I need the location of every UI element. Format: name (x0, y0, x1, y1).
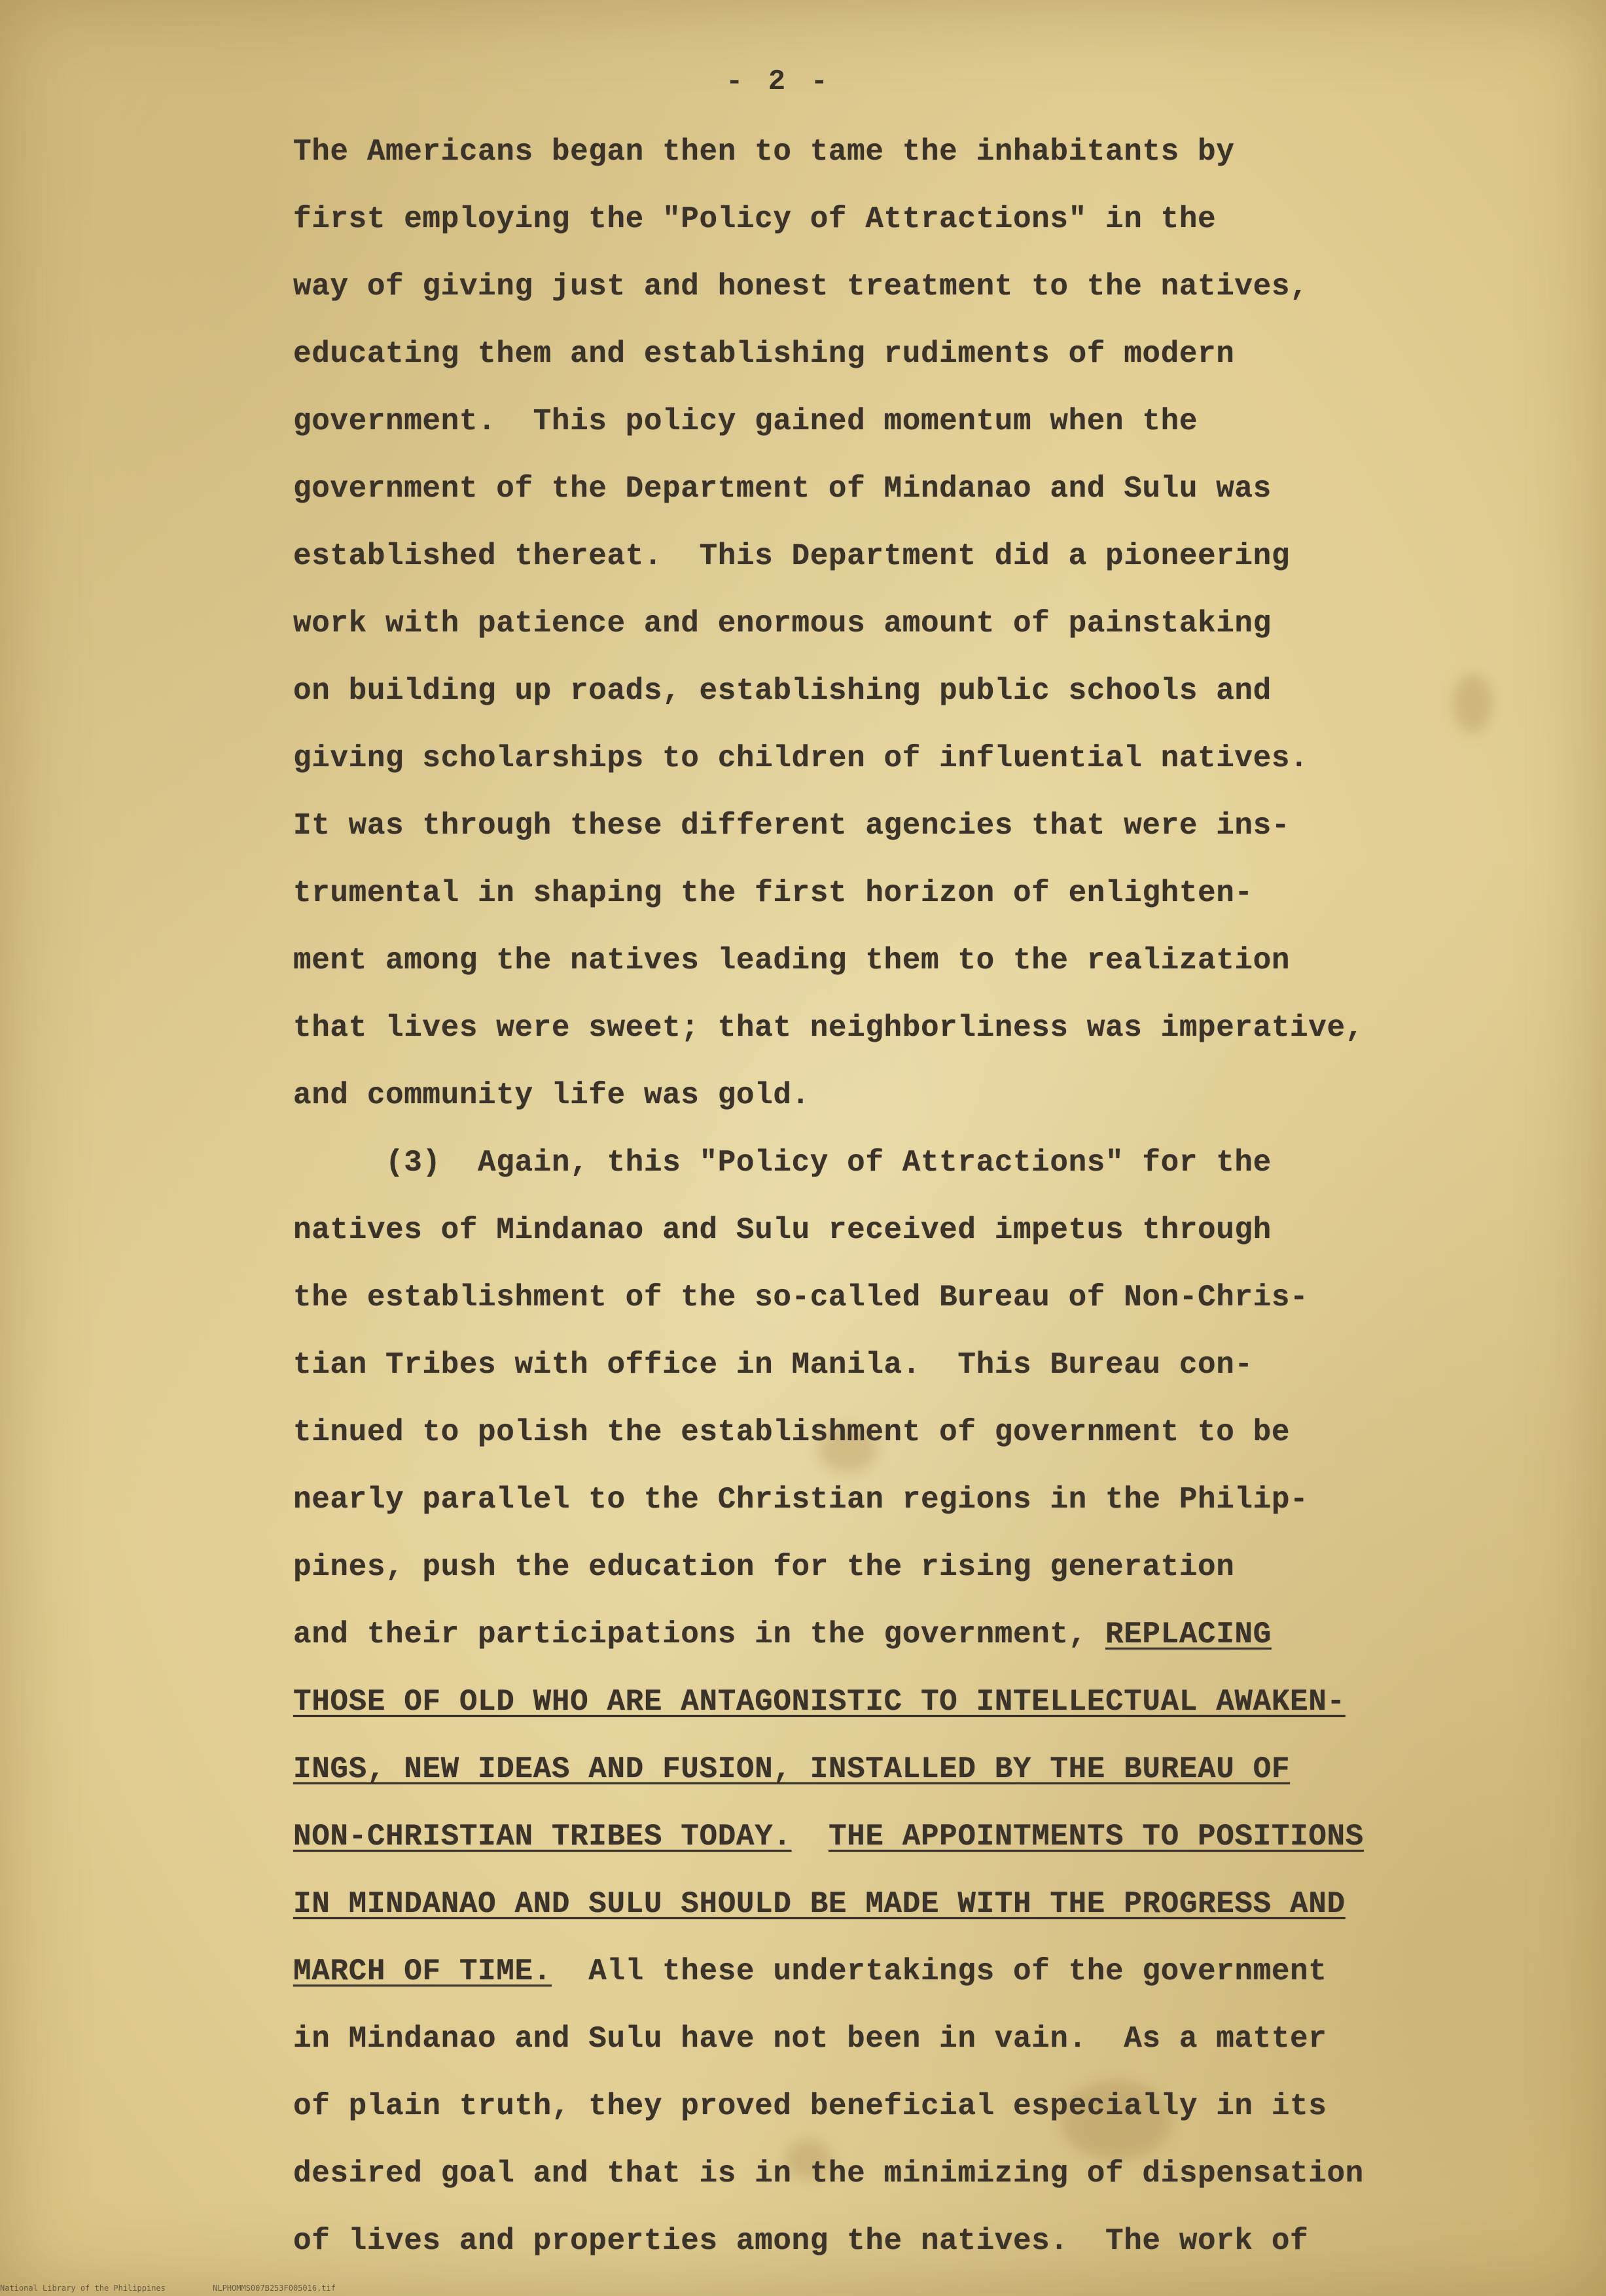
text-span (792, 1820, 829, 1854)
text-line: government. This policy gained momentum when the (293, 404, 1198, 438)
text-line: It was through these different agencies that were ins- (293, 809, 1291, 843)
text-line: The Americans began then to tame the inhabitants by (293, 135, 1235, 169)
scan-footer (0, 2284, 524, 2293)
underlined-text: IN MINDANAO AND SULU SHOULD BE MADE WITH THE PROGRESS AND (293, 1887, 1346, 1921)
text-line (293, 1678, 1550, 1746)
text-line: the establishment of the so-called Bureau of Non-Chris- (293, 1280, 1309, 1315)
text-line: tian Tribes with office in Manila. This Bureau con- (293, 1348, 1253, 1382)
text-line: on building up roads, establishing public schools and (293, 674, 1272, 708)
text-line: ment among the natives leading them to the realization (293, 944, 1291, 978)
text-line: tinued to polish the establishment of government to be (293, 1415, 1291, 1449)
text-line (293, 1746, 1550, 1813)
text-line: natives of Mindanao and Sulu received impetus through (293, 1213, 1272, 1247)
text-line: educating them and establishing rudiments of modern (293, 337, 1235, 371)
text-span: All these undertakings of the government (551, 1954, 1327, 1988)
text-line: and community life was gold. (293, 1078, 810, 1112)
text-line: giving scholarships to children of influential natives. (293, 741, 1309, 775)
footer-source: National Library of the Philippines (0, 2284, 166, 2293)
text-line: nearly parallel to the Christian regions in the Philip- (293, 1483, 1309, 1517)
text-line (293, 1813, 1550, 1881)
text-line: first employing the "Policy of Attractions" in the (293, 202, 1217, 236)
text-line: desired goal and that is in the minimizing of dispensation (293, 2157, 1364, 2191)
text-line: established thereat. This Department did a pioneering (293, 539, 1291, 573)
text-line (293, 1611, 1550, 1678)
footer-filename: NLPHOMMS007B253F005016.tif (213, 2284, 336, 2293)
paragraph-3-start: (3) Again, this "Policy of Attractions" for the (293, 1146, 1272, 1180)
text-line (293, 1881, 1550, 1948)
text-line: in Mindanao and Sulu have not been in vain. As a matter (293, 2022, 1327, 2056)
text-line: pines, push the education for the rising generation (293, 1550, 1235, 1584)
underlined-text: NON-CHRISTIAN TRIBES TODAY. (293, 1820, 792, 1854)
underlined-text: INGS, NEW IDEAS AND FUSION, INSTALLED BY THE BUREAU OF (293, 1752, 1291, 1786)
underlined-text: REPLACING (1105, 1617, 1272, 1651)
text-line: of lives and properties among the natives. The work of (293, 2224, 1309, 2258)
text-line: work with patience and enormous amount of painstaking (293, 607, 1272, 641)
text-line: of plain truth, they proved beneficial especially in its (293, 2089, 1327, 2123)
underlined-text: MARCH OF TIME. (293, 1954, 552, 1988)
page-number: - 2 - (725, 65, 832, 98)
underlined-text: THE APPOINTMENTS TO POSITIONS (828, 1820, 1364, 1854)
text-line: government of the Department of Mindanao and Sulu was (293, 472, 1272, 506)
text-line: way of giving just and honest treatment to the natives, (293, 270, 1309, 304)
text-line: trumental in shaping the first horizon of enlighten- (293, 876, 1253, 910)
body-text (293, 128, 1550, 2285)
text-span: and their participations in the government, (293, 1617, 1105, 1651)
text-line (293, 1948, 1550, 2015)
text-line: that lives were sweet; that neighborliness was imperative, (293, 1011, 1364, 1045)
underlined-text: THOSE OF OLD WHO ARE ANTAGONISTIC TO INTELLECTUAL AWAKEN- (293, 1685, 1346, 1719)
